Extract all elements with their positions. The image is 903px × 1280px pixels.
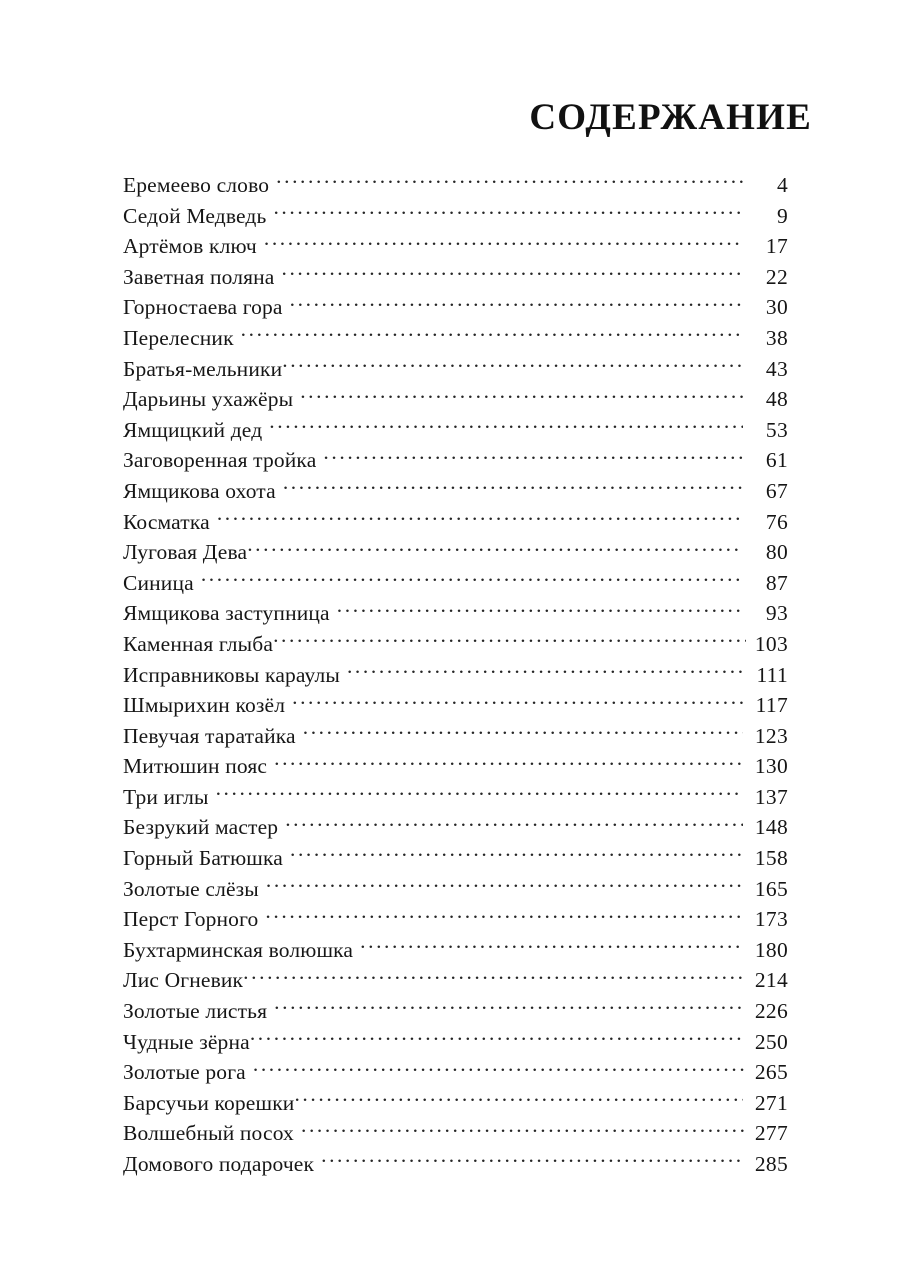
toc-entry-title: Золотые листья — [123, 999, 268, 1024]
toc-entry-title: Дарьины ухажёры — [123, 387, 294, 412]
toc-entry-page-number: 226 — [754, 999, 788, 1024]
toc-entry-page-number: 148 — [754, 815, 788, 840]
toc-entry[interactable] — [123, 904, 788, 935]
toc-entry-title: Перелесник — [123, 325, 234, 350]
toc-entry-page-number: 285 — [754, 1152, 788, 1176]
toc-dot-leader — [216, 782, 743, 804]
toc-entry[interactable] — [123, 537, 788, 568]
toc-entry-page-number: 80 — [765, 540, 788, 565]
toc-entry-title: Митюшин пояс — [123, 754, 268, 779]
toc-entry-page-number: 22 — [765, 264, 788, 289]
toc-dot-leader — [273, 629, 746, 651]
toc-entry-page-number: 103 — [754, 631, 788, 656]
toc-dot-leader — [265, 905, 743, 927]
toc-entry[interactable] — [123, 354, 788, 385]
toc-entry-page-number: 93 — [765, 601, 788, 626]
toc-entry-page-number: 123 — [754, 723, 788, 748]
toc-entry-page-number: 38 — [765, 325, 788, 350]
toc-entry-page-number: 173 — [754, 907, 788, 932]
toc-entry[interactable] — [123, 1088, 788, 1119]
toc-entry-page-number: 165 — [754, 876, 788, 901]
toc-entry-title: Ямщикова охота — [123, 478, 276, 503]
toc-entry-page-number: 76 — [765, 509, 788, 534]
toc-entry-title: Золотые слёзы — [123, 876, 259, 901]
toc-dot-leader — [281, 262, 743, 284]
toc-entry[interactable] — [123, 507, 788, 538]
toc-entry[interactable] — [123, 415, 788, 446]
toc-entry-page-number: 250 — [754, 1029, 788, 1054]
toc-dot-leader — [247, 538, 743, 560]
toc-entry-page-number: 30 — [765, 295, 788, 320]
toc-dot-leader — [253, 1058, 746, 1080]
toc-entry[interactable] — [123, 935, 788, 966]
toc-entry-page-number: 130 — [754, 754, 788, 779]
toc-dot-leader — [243, 966, 746, 988]
toc-entry[interactable] — [123, 996, 788, 1027]
toc-entry[interactable] — [123, 262, 788, 293]
toc-dot-leader — [283, 476, 743, 498]
toc-dot-leader — [282, 354, 743, 376]
toc-entry-title: Заговоренная тройка — [123, 448, 317, 473]
toc-dot-leader — [250, 1027, 743, 1049]
toc-entry[interactable] — [123, 598, 788, 629]
toc-dot-leader — [300, 385, 743, 407]
toc-dot-leader — [360, 935, 743, 957]
toc-entry-title: Чудные зёрна — [123, 1029, 250, 1054]
toc-entry-page-number: 17 — [765, 234, 788, 259]
toc-dot-leader — [217, 507, 743, 529]
toc-entry-title: Лис Огневик — [123, 968, 244, 993]
toc-entry[interactable] — [123, 782, 788, 813]
toc-dot-leader — [285, 813, 743, 835]
toc-entry-title: Золотые рога — [123, 1060, 246, 1085]
toc-entry-page-number: 265 — [754, 1060, 788, 1085]
toc-entry-page-number: 9 — [776, 203, 788, 228]
toc-entry-title: Еремеево слово — [123, 173, 270, 197]
toc-dot-leader — [347, 660, 743, 682]
toc-entry[interactable] — [123, 690, 788, 721]
toc-entry-page-number: 117 — [755, 693, 788, 718]
toc-entry[interactable] — [123, 660, 788, 691]
toc-entry-page-number: 48 — [765, 387, 788, 412]
toc-entry[interactable] — [123, 445, 788, 476]
toc-entry-title: Три иглы — [123, 784, 209, 809]
toc-entry-title: Шмырихин козёл — [123, 693, 286, 718]
toc-entry-title: Луговая Дева — [123, 540, 248, 565]
toc-entry-page-number: 214 — [754, 968, 788, 993]
toc-dot-leader — [337, 599, 743, 621]
toc-entry[interactable] — [123, 1027, 788, 1058]
toc-dot-leader — [323, 446, 743, 468]
toc-entry[interactable] — [123, 323, 788, 354]
toc-entry[interactable] — [123, 384, 788, 415]
toc-entry-title: Горный Батюшка — [123, 846, 283, 871]
toc-dot-leader — [264, 232, 743, 254]
toc-entry-title: Волшебный посох — [123, 1121, 294, 1146]
toc-entry-page-number: 137 — [754, 784, 788, 809]
toc-entry[interactable] — [123, 476, 788, 507]
toc-entry-page-number: 277 — [754, 1121, 788, 1146]
toc-entry-page-number: 61 — [765, 448, 788, 473]
toc-entry-title: Домового подарочек — [123, 1152, 315, 1176]
toc-entry-page-number: 180 — [754, 937, 788, 962]
toc-dot-leader — [290, 293, 743, 315]
toc-entry-page-number: 4 — [776, 173, 788, 197]
page-title: СОДЕРЖАНИЕ — [529, 97, 812, 138]
toc-entry[interactable] — [123, 1057, 788, 1088]
toc-dot-leader — [303, 721, 743, 743]
toc-entry-title: Синица — [123, 570, 194, 595]
toc-entry[interactable] — [123, 874, 788, 905]
toc-entry-title: Артёмов ключ — [123, 234, 257, 259]
toc-entry-title: Горностаева гора — [123, 295, 283, 320]
toc-entry-page-number: 111 — [756, 662, 788, 687]
toc-entry-title: Барсучьи корешки — [123, 1090, 295, 1115]
toc-entry-title: Перст Горного — [123, 907, 259, 932]
toc-dot-leader — [321, 1150, 743, 1172]
toc-dot-leader — [273, 201, 743, 223]
toc-entry-title: Братья-мельники — [123, 356, 283, 381]
toc-dot-leader — [274, 752, 743, 774]
toc-dot-leader — [274, 997, 743, 1019]
toc-entry-title: Заветная поляна — [123, 264, 275, 289]
toc-entry-list — [123, 170, 788, 1180]
toc-entry[interactable] — [123, 1149, 788, 1180]
toc-dot-leader — [276, 171, 743, 193]
toc-entry[interactable] — [123, 721, 788, 752]
toc-entry-page-number: 158 — [754, 846, 788, 871]
toc-dot-leader — [266, 874, 743, 896]
toc-entry[interactable] — [123, 1118, 788, 1149]
toc-dot-leader — [241, 323, 743, 345]
toc-entry[interactable] — [123, 965, 788, 996]
toc-entry-title: Исправниковы караулы — [123, 662, 340, 687]
toc-entry[interactable] — [123, 170, 788, 201]
toc-dot-leader — [292, 691, 743, 713]
toc-entry[interactable] — [123, 812, 788, 843]
toc-entry-page-number: 67 — [765, 478, 788, 503]
toc-entry-page-number: 43 — [765, 356, 788, 381]
toc-entry-page-number: 271 — [754, 1090, 788, 1115]
toc-dot-leader — [294, 1088, 743, 1110]
toc-entry-title: Седой Медведь — [123, 203, 267, 228]
toc-entry[interactable] — [123, 292, 788, 323]
toc-entry-title: Ямщикова заступница — [123, 601, 330, 626]
toc-entry-page-number: 87 — [765, 570, 788, 595]
toc-entry-title: Ямщицкий дед — [123, 417, 263, 442]
toc-entry-title: Каменная глыба — [123, 631, 274, 656]
toc-entry[interactable] — [123, 751, 788, 782]
toc-entry-title: Бухтарминская волюшка — [123, 937, 354, 962]
toc-entry[interactable] — [123, 629, 788, 660]
toc-entry-title: Безрукий мастер — [123, 815, 279, 840]
toc-dot-leader — [290, 844, 743, 866]
toc-dot-leader — [269, 415, 743, 437]
toc-entry[interactable] — [123, 843, 788, 874]
toc-entry-page-number: 53 — [765, 417, 788, 442]
toc-entry-title: Косматка — [123, 509, 210, 534]
toc-dot-leader — [201, 568, 743, 590]
toc-entry[interactable] — [123, 231, 788, 262]
toc-dot-leader — [301, 1119, 746, 1141]
toc-entry[interactable] — [123, 201, 788, 232]
toc-entry-title: Певучая таратайка — [123, 723, 296, 748]
toc-entry[interactable] — [123, 568, 788, 599]
